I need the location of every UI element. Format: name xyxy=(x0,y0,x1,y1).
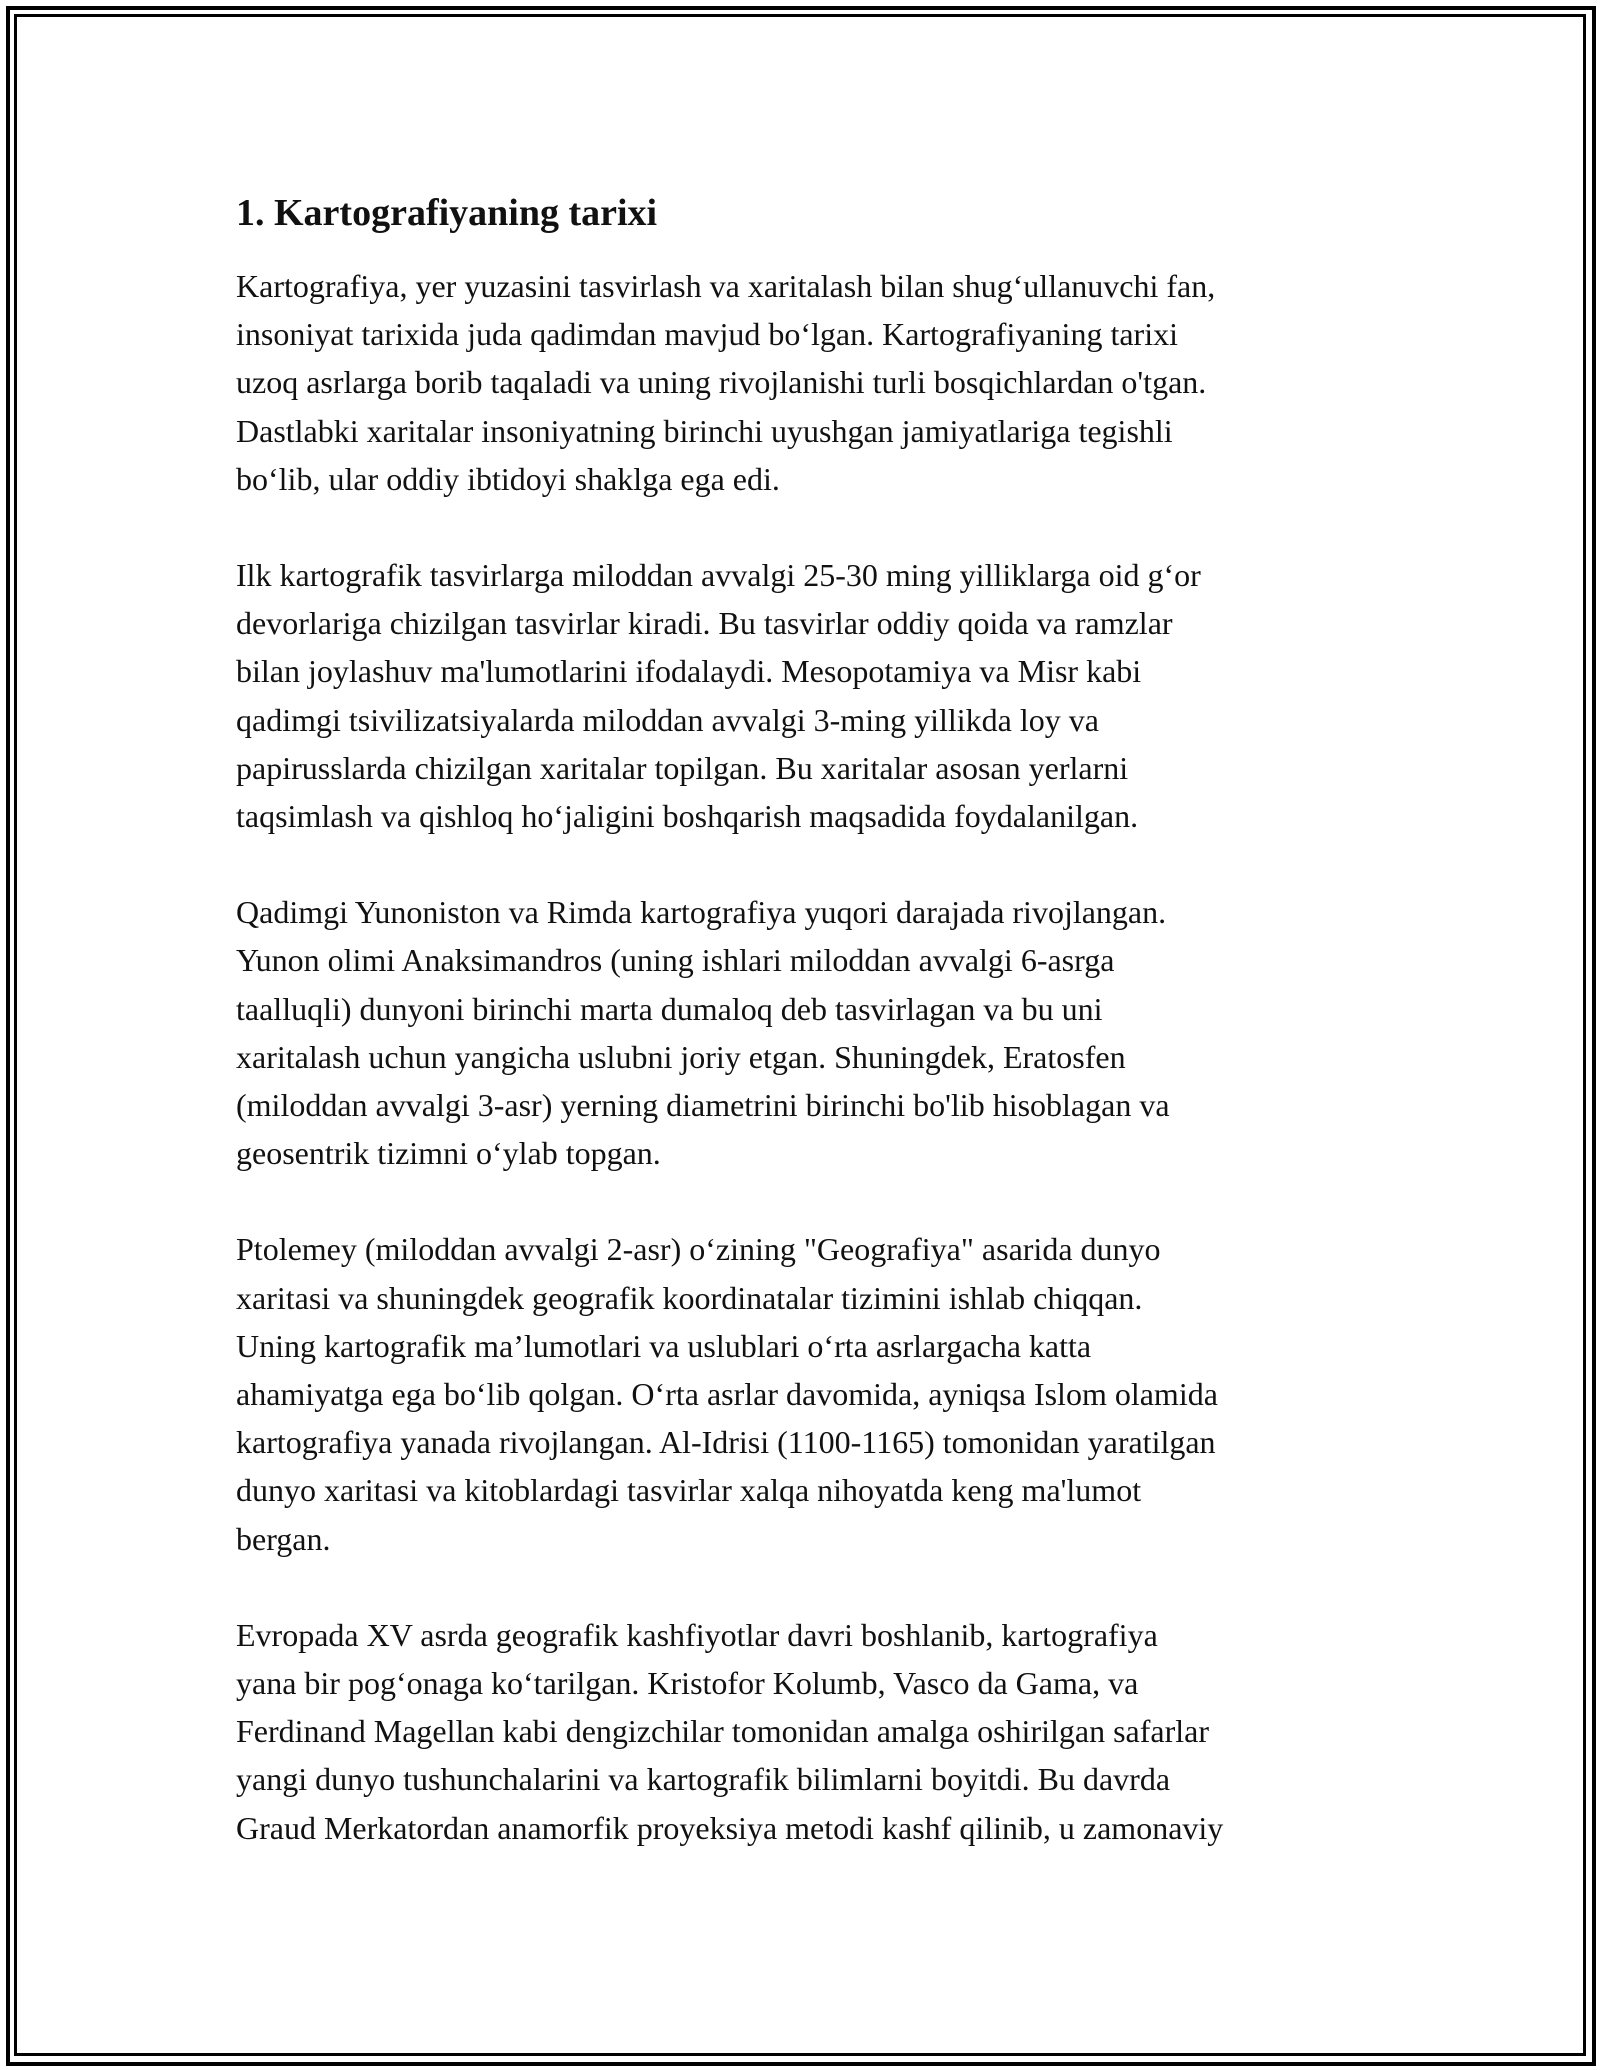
text-line: bilan joylashuv ma'lumotlarini ifodalaydi. Mesopotamiya va Misr kabi xyxy=(236,653,1142,690)
text-line: kartografiya yanada rivojlangan. Al-Idrisi (1100-1165) tomonidan yaratilgan xyxy=(236,1424,1216,1461)
document-body xyxy=(236,186,1396,1900)
text-line: Kartografiya, yer yuzasini tasvirlash va xaritalash bilan shug‘ullanuvchi fan, xyxy=(236,268,1216,304)
text-line: devorlariga chizilgan tasvirlar kiradi. Bu tasvirlar oddiy qoida va ramzlar xyxy=(236,605,1173,642)
text-line: taqsimlash va qishloq ho‘jaligini boshqarish maqsadida foydalanilgan. xyxy=(236,798,1139,835)
paragraph-3 xyxy=(236,888,1396,1177)
text-line: ahamiyatga ega bo‘lib qolgan. O‘rta asrlar davomida, ayniqsa Islom olamida xyxy=(236,1376,1218,1413)
text-line: geosentrik tizimni o‘ylab topgan. xyxy=(236,1135,661,1172)
text-line: Yunon olimi Anaksimandros (uning ishlari miloddan avvalgi 6-asrga xyxy=(236,942,1115,979)
text-line: xaritasi va shuningdek geografik koordinatalar tizimini ishlab chiqqan. xyxy=(236,1279,1143,1316)
text-line: Ptolemey (miloddan avvalgi 2-asr) o‘zining "Geografiya" asarida dunyo xyxy=(236,1231,1161,1268)
paragraph-2 xyxy=(236,551,1396,840)
paragraph-1 xyxy=(236,262,1396,503)
text-line: insoniyat tarixida juda qadimdan mavjud bo‘lgan. Kartografiyaning tarixi xyxy=(236,316,1178,353)
text-line: Evropada XV asrda geografik kashfiyotlar davri boshlanib, kartografiya xyxy=(236,1616,1158,1653)
text-line: Uning kartografik ma’lumotlari va uslublari o‘rta asrlargacha katta xyxy=(236,1327,1092,1364)
text-line: Graud Merkatordan anamorfik proyeksiya metodi kashf qilinib, u zamonaviy xyxy=(236,1809,1224,1846)
text-line: dunyo xaritasi va kitoblardagi tasvirlar xalqa nihoyatda keng ma'lumot xyxy=(236,1472,1142,1509)
text-line: Qadimgi Yunoniston va Rimda kartografiya yuqori darajada rivojlangan. xyxy=(236,894,1167,931)
text-line: bo‘lib, ular oddiy ibtidoyi shaklga ega edi. xyxy=(236,460,780,497)
section-heading: 1. Kartografiyaning tarixi xyxy=(236,192,658,234)
paragraph-4 xyxy=(236,1225,1396,1562)
text-line: papirusslarda chizilgan xaritalar topilgan. Bu xaritalar asosan yerlarni xyxy=(236,749,1129,786)
text-line: (miloddan avvalgi 3-asr) yerning diametrini birinchi bo'lib hisoblagan va xyxy=(236,1087,1170,1124)
text-line: uzoq asrlarga borib taqaladi va uning rivojlanishi turli bosqichlardan o'tgan. xyxy=(236,364,1207,401)
text-line: yangi dunyo tushunchalarini va kartografik bilimlarni boyitdi. Bu davrda xyxy=(236,1761,1171,1798)
text-line: xaritalash uchun yangicha uslubni joriy etgan. Shuningdek, Eratosfen xyxy=(236,1038,1126,1075)
text-line: yana bir pog‘onaga ko‘tarilgan. Kristofor Kolumb, Vasco da Gama, va xyxy=(236,1665,1139,1702)
text-line: Ilk kartografik tasvirlarga miloddan avvalgi 25-30 ming yilliklarga oid g‘or xyxy=(236,557,1201,594)
paragraph-5 xyxy=(236,1611,1396,1852)
text-line: Ferdinand Magellan kabi dengizchilar tomonidan amalga oshirilgan safarlar xyxy=(236,1713,1209,1750)
text-line: Dastlabki xaritalar insoniyatning birinchi uyushgan jamiyatlariga tegishli xyxy=(236,412,1173,449)
text-line: taalluqli) dunyoni birinchi marta dumaloq deb tasvirlagan va bu uni xyxy=(236,990,1103,1027)
text-line: bergan. xyxy=(236,1520,331,1557)
text-line: qadimgi tsivilizatsiyalarda miloddan avvalgi 3-ming yillikda loy va xyxy=(236,701,1099,738)
